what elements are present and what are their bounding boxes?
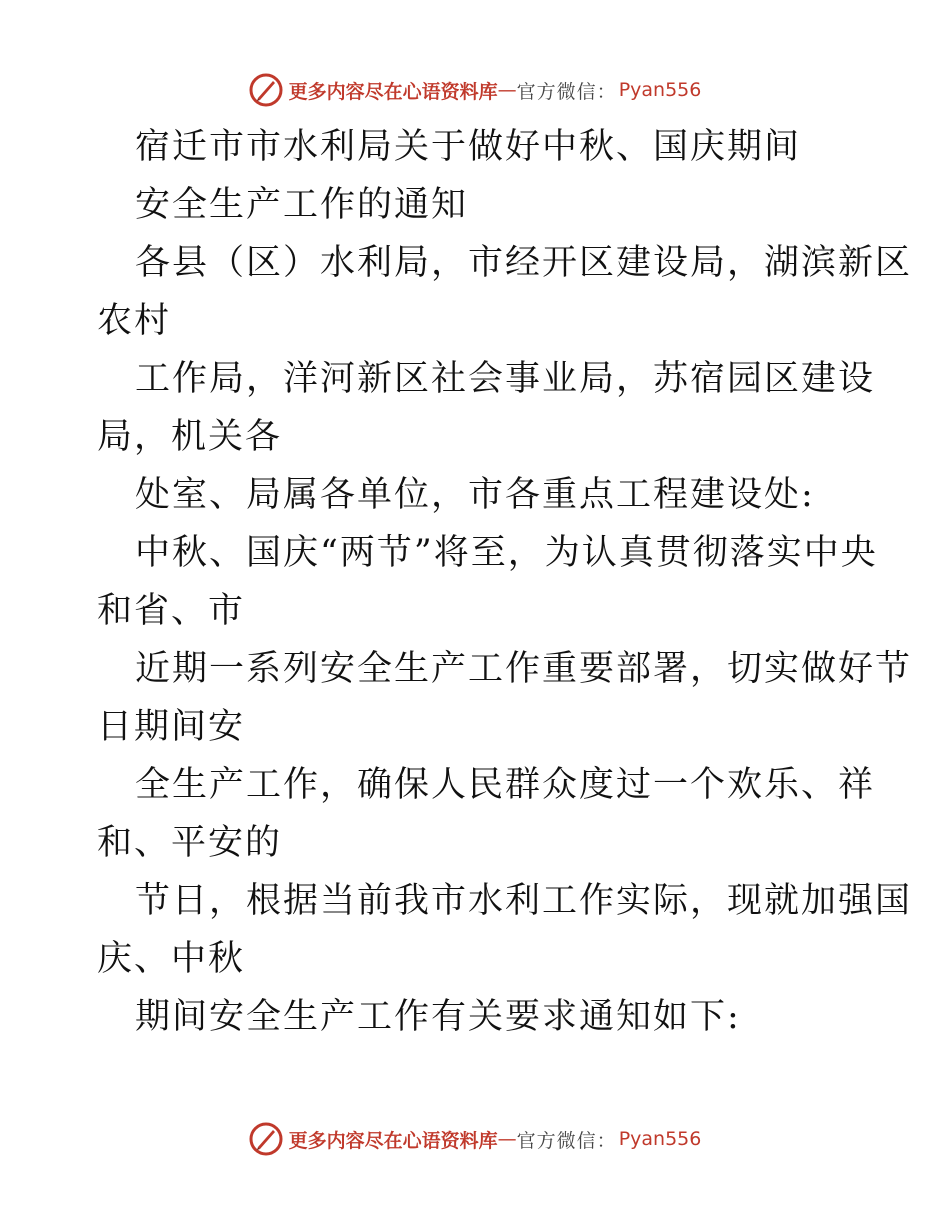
doc-line: 期间安全生产工作有关要求通知如下: xyxy=(135,997,741,1037)
doc-line: 工作局，洋河新区社会事业局，苏宿园区建设 xyxy=(135,359,876,399)
feather-pen-logo-icon xyxy=(249,73,283,107)
document-body xyxy=(97,118,913,1046)
doc-line: 节日，根据当前我市水利工作实际，现就加强国 xyxy=(135,881,913,921)
doc-line: 和、平安的 xyxy=(97,823,283,863)
footer-watermark xyxy=(0,1119,950,1159)
doc-line: 局，机关各 xyxy=(97,417,283,457)
watermark-separator: — xyxy=(497,1128,517,1150)
watermark-official: 官方微信： xyxy=(516,80,617,103)
doc-line: 和省、市 xyxy=(97,591,246,631)
doc-line: 庆、中秋 xyxy=(97,939,246,979)
doc-line: 近期一系列安全生产工作重要部署，切实做好节 xyxy=(135,649,913,689)
doc-line: 处室、局属各单位，市各重点工程建设处: xyxy=(135,475,815,515)
watermark-separator: — xyxy=(497,79,517,101)
watermark-account: Pyan556 xyxy=(618,79,702,101)
doc-line: 中秋、国庆“两节”将至，为认真贯彻落实中央 xyxy=(135,533,878,573)
watermark-official: 官方微信： xyxy=(516,1129,617,1152)
doc-line: 日期间安 xyxy=(97,707,246,747)
doc-line: 全生产工作，确保人民群众度过一个欢乐、祥 xyxy=(135,765,876,805)
header-watermark xyxy=(0,70,950,110)
doc-title-line-1: 宿迁市市水利局关于做好中秋、国庆期间 xyxy=(135,127,802,167)
watermark-account: Pyan556 xyxy=(618,1128,702,1150)
watermark-brand: 更多内容尽在心语资料库 xyxy=(288,80,498,103)
doc-line: 农村 xyxy=(97,301,172,341)
doc-line: 各县（区）水利局，市经开区建设局，湖滨新区 xyxy=(135,243,913,283)
feather-pen-logo-icon xyxy=(249,1122,283,1156)
doc-title-line-2: 安全生产工作的通知 xyxy=(135,185,469,225)
watermark-brand: 更多内容尽在心语资料库 xyxy=(288,1129,498,1152)
